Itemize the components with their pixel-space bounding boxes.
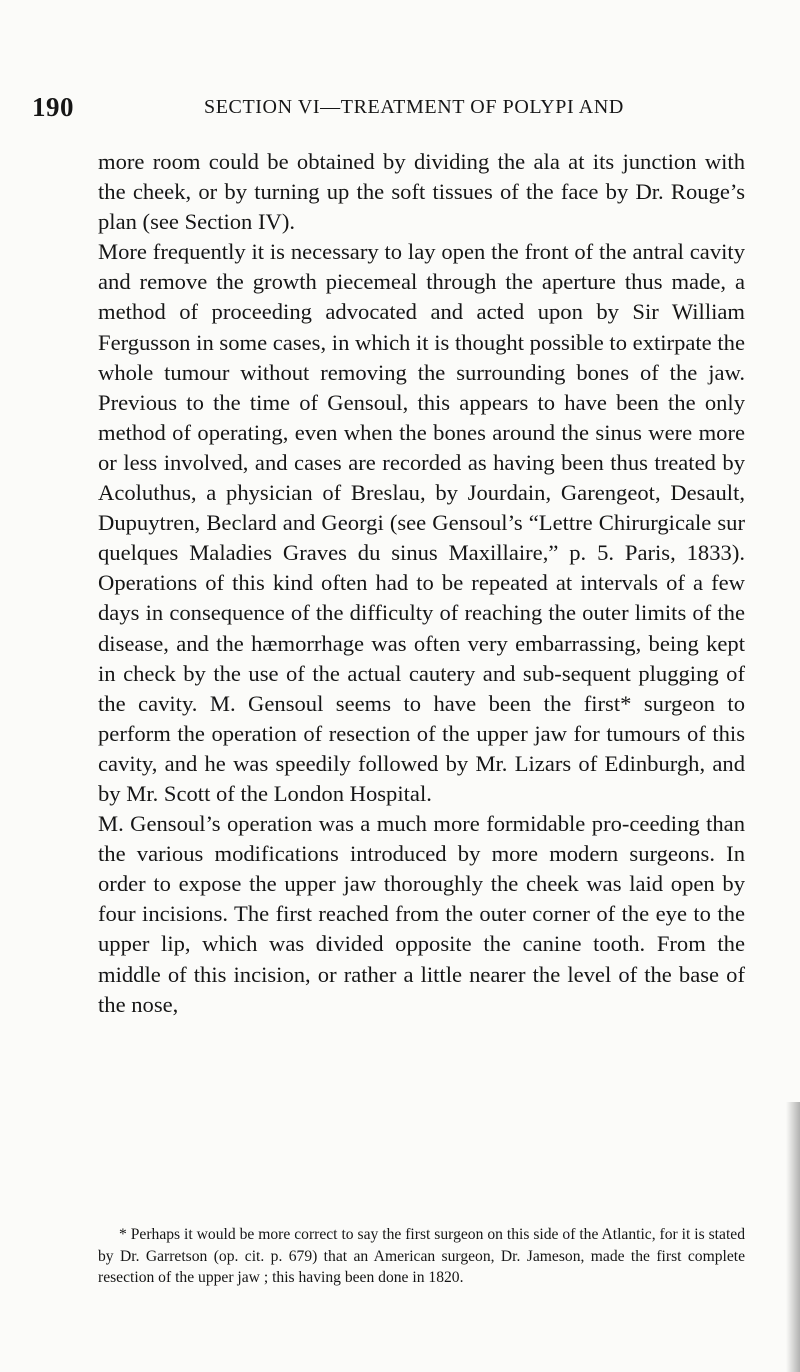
- body-text: [98, 147, 745, 1020]
- paragraph-2: More frequently it is necessary to lay open the front of the antral cavity and remove the growth piecemeal through the aperture thus made, a method of proceeding advocated and acted upon by Sir William Fergusson in some cases, in which it is thought possible to extirpate the whole tumour without removing the surrounding bones of the jaw. Previous to the time of Gensoul, this appears to have been the only method of operating, even when the bones around the sinus were more or less involved, and cases are recorded as having been thus treated by Acoluthus, a physician of Breslau, by Jourdain, Garengeot, Desault, Dupuytren, Beclard and Georgi (see Gensoul’s “Lettre Chirurgicale sur quelques Maladies Graves du sinus Maxillaire,” p. 5. Paris, 1833). Operations of this kind often had to be repeated at intervals of a few days in consequence of the difficulty of reaching the outer limits of the disease, and the hæmorrhage was often very embarrassing, being kept in check by the use of the actual cautery and sub-sequent plugging of the cavity. M. Gensoul seems to have been the first* surgeon to perform the operation of resection of the upper jaw for tumours of this cavity, and he was speedily followed by Mr. Lizars of Edinburgh, and by Mr. Scott of the London Hospital.: [98, 239, 745, 806]
- running-head: [32, 92, 752, 122]
- paragraph-3: M. Gensoul’s operation was a much more formidable pro-ceeding than the various modifications introduced by more modern surgeons. In order to expose the upper jaw thoroughly the cheek was laid open by four incisions. The first reached from the outer corner of the eye to the upper lip, which was divided opposite the canine tooth. From the middle of this incision, or rather a little nearer the level of the base of the nose,: [98, 811, 745, 1017]
- footnote: [98, 1224, 745, 1289]
- page-number: 190: [32, 92, 74, 122]
- footnote-text: * Perhaps it would be more correct to say the first surgeon on this side of the Atlantic, for it is stated by Dr. Garretson (op. cit. p. 679) that an American surgeon, Dr. Jameson, made the first complete resection of the upper jaw ; this having been done in 1820.: [98, 1226, 745, 1286]
- paragraph-1: more room could be obtained by dividing the ala at its junction with the cheek, or by turning up the soft tissues of the face by Dr. Rouge’s plan (see Section IV).: [98, 149, 745, 235]
- section-title: SECTION VI—TREATMENT OF POLYPI AND: [204, 96, 624, 118]
- page-edge-shadow: [786, 1102, 800, 1372]
